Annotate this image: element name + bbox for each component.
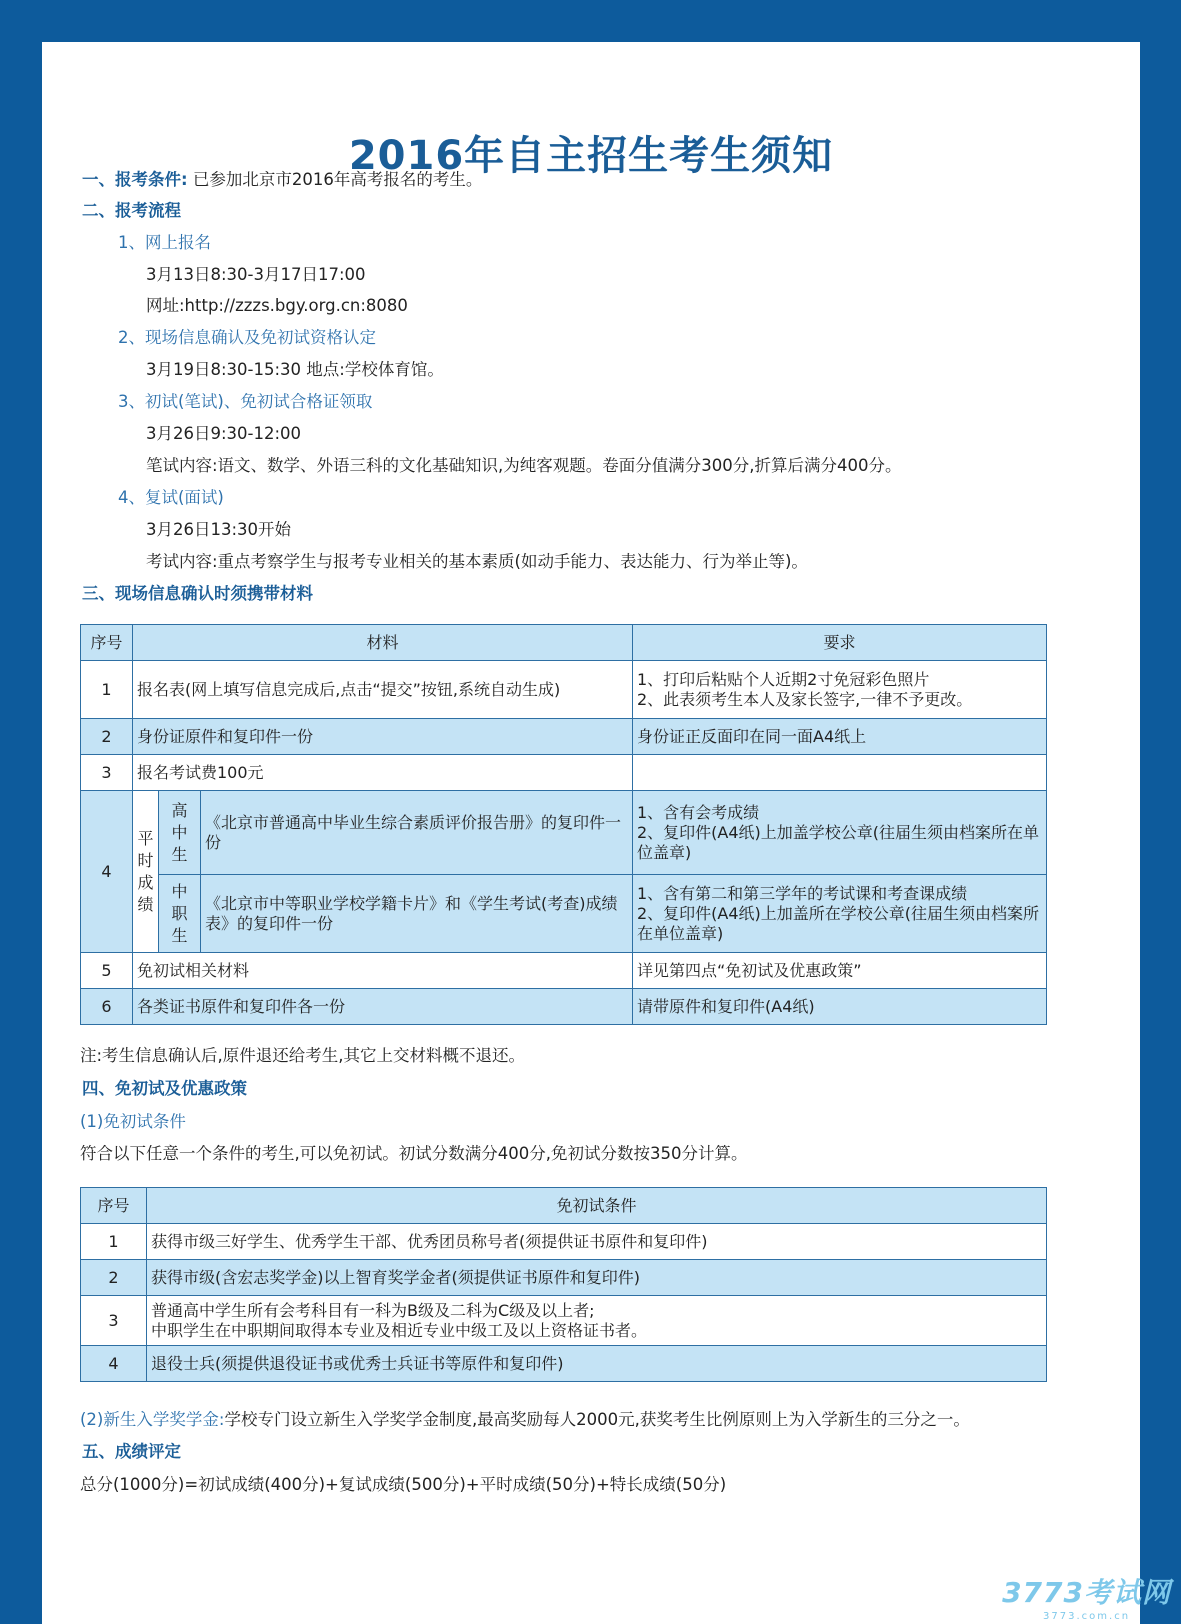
row-material: 《北京市中等职业学校学籍卡片》和《学生考试(考查)成绩表》的复印件一份 <box>201 875 633 953</box>
step-3-time: 3月26日9:30-12:00 <box>146 424 302 443</box>
table-row <box>81 1346 1047 1382</box>
materials-table <box>80 624 1047 1025</box>
watermark-logo <box>1002 1571 1171 1622</box>
row-material: 《北京市普通高中毕业生综合素质评价报告册》的复印件一份 <box>201 791 633 875</box>
scholarship-line <box>80 1409 970 1431</box>
table-row <box>81 989 1047 1025</box>
student-type-high-school: 高 中 生 <box>159 791 201 875</box>
row-material: 各类证书原件和复印件各一份 <box>133 989 633 1025</box>
watermark-url: 3773.com.cn <box>1043 1611 1131 1622</box>
row-material: 身份证原件和复印件一份 <box>133 719 633 755</box>
row-requirement <box>633 791 1047 875</box>
score-formula: 总分(1000分)=初试成绩(400分)+复试成绩(500分)+平时成绩(50分)+特长成绩(50分) <box>80 1475 727 1494</box>
notice-page <box>42 42 1140 1624</box>
requirement-line: 1、含有会考成绩 <box>637 802 760 822</box>
step-2-title: 2、现场信息确认及免初试资格认定 <box>118 328 376 347</box>
table-row <box>81 1260 1047 1296</box>
row-no: 1 <box>81 1224 147 1260</box>
requirement-line: 1、打印后粘贴个人近期2寸免冠彩色照片 <box>637 669 930 689</box>
step-3-content: 笔试内容:语文、数学、外语三科的文化基础知识,为纯客观题。卷面分值满分300分,折算后满分400分。 <box>146 456 902 475</box>
header-condition: 免初试条件 <box>147 1188 1047 1224</box>
header-requirement: 要求 <box>633 625 1047 661</box>
requirement-line: 2、此表须考生本人及家长签字,一律不予更改。 <box>637 689 973 709</box>
step-1-title: 1、网上报名 <box>118 233 211 252</box>
row-condition: 获得市级三好学生、优秀学生干部、优秀团员称号者(须提供证书原件和复印件) <box>147 1224 1047 1260</box>
step-3-title: 3、初试(笔试)、免初试合格证领取 <box>118 392 373 411</box>
row-no: 2 <box>81 1260 147 1296</box>
scholarship-text: 学校专门设立新生入学奖学金制度,最高奖励每人2000元,获奖考生比例原则上为入学新生的三分之一。 <box>224 1410 970 1429</box>
row-no: 4 <box>81 791 133 953</box>
table-row <box>81 1224 1047 1260</box>
section-2-heading: 二、报考流程 <box>82 201 181 220</box>
step-2-time: 3月19日8:30-15:30 地点:学校体育馆。 <box>146 360 444 379</box>
row-condition: 退役士兵(须提供退役证书或优秀士兵证书等原件和复印件) <box>147 1346 1047 1382</box>
row-requirement <box>633 875 1047 953</box>
table-row <box>81 1296 1047 1346</box>
row-no: 2 <box>81 719 133 755</box>
row-material: 报名考试费100元 <box>133 755 633 791</box>
row-material: 免初试相关材料 <box>133 953 633 989</box>
section-1 <box>82 169 482 191</box>
page-title: 2016年自主招生考生须知 <box>348 133 834 179</box>
table-row <box>81 661 1047 719</box>
table-header-row <box>81 1188 1047 1224</box>
table-row <box>81 953 1047 989</box>
row-no: 3 <box>81 1296 147 1346</box>
step-4-time: 3月26日13:30开始 <box>146 520 292 539</box>
section-4-heading: 四、免初试及优惠政策 <box>82 1079 247 1098</box>
exemption-table <box>80 1187 1047 1382</box>
section-1-heading: 一、报考条件: <box>82 170 188 189</box>
section-3-heading: 三、现场信息确认时须携带材料 <box>82 584 313 603</box>
table-row <box>81 791 1047 875</box>
condition-line: 普通高中学生所有会考科目有一科为B级及二科为C级及以上者; <box>151 1300 595 1320</box>
step-1-time: 3月13日8:30-3月17日17:00 <box>146 265 366 284</box>
row-no: 5 <box>81 953 133 989</box>
student-type-vocational: 中 职 生 <box>159 875 201 953</box>
condition-line: 中职学生在中职期间取得本专业及相近专业中级工及以上资格证书者。 <box>151 1320 648 1340</box>
step-4-title: 4、复试(面试) <box>118 488 224 507</box>
requirement-line: 2、复印件(A4纸)上加盖所在学校公章(往届生须由档案所在单位盖章) <box>637 903 1040 943</box>
table-row <box>81 719 1047 755</box>
row-condition <box>147 1296 1047 1346</box>
table-row <box>81 755 1047 791</box>
row-no: 3 <box>81 755 133 791</box>
table-header-row <box>81 625 1047 661</box>
header-no: 序号 <box>81 1188 147 1224</box>
row-requirement: 身份证正反面印在同一面A4纸上 <box>633 719 1047 755</box>
usual-grades-label: 平 时 成 绩 <box>133 791 159 953</box>
section-5-heading: 五、成绩评定 <box>82 1442 181 1461</box>
row-no: 6 <box>81 989 133 1025</box>
row-condition: 获得市级(含宏志奖学金)以上智育奖学金者(须提供证书原件和复印件) <box>147 1260 1047 1296</box>
watermark-brand: 3773考试网 <box>1002 1576 1171 1609</box>
row-no: 4 <box>81 1346 147 1382</box>
requirement-line: 2、复印件(A4纸)上加盖学校公章(往届生须由档案所在单位盖章) <box>637 822 1040 862</box>
table-row <box>81 875 1047 953</box>
row-requirement: 请带原件和复印件(A4纸) <box>633 989 1047 1025</box>
exemption-subheading: (1)免初试条件 <box>80 1112 186 1131</box>
row-requirement <box>633 755 1047 791</box>
header-material: 材料 <box>133 625 633 661</box>
header-no: 序号 <box>81 625 133 661</box>
row-requirement: 详见第四点“免初试及优惠政策” <box>633 953 1047 989</box>
scholarship-heading: (2)新生入学奖学金: <box>80 1410 225 1429</box>
exemption-description: 符合以下任意一个条件的考生,可以免初试。初试分数满分400分,免初试分数按350分计算。 <box>80 1144 748 1163</box>
step-1-url: 网址:http://zzzs.bgy.org.cn:8080 <box>146 296 408 315</box>
row-no: 1 <box>81 661 133 719</box>
materials-note: 注:考生信息确认后,原件退还给考生,其它上交材料概不退还。 <box>80 1046 526 1065</box>
row-requirement <box>633 661 1047 719</box>
section-1-text: 已参加北京市2016年高考报名的考生。 <box>192 170 483 189</box>
step-4-content: 考试内容:重点考察学生与报考专业相关的基本素质(如动手能力、表达能力、行为举止等)。 <box>146 552 808 571</box>
requirement-line: 1、含有第二和第三学年的考试课和考查课成绩 <box>637 883 968 903</box>
row-material: 报名表(网上填写信息完成后,点击“提交”按钮,系统自动生成) <box>133 661 633 719</box>
